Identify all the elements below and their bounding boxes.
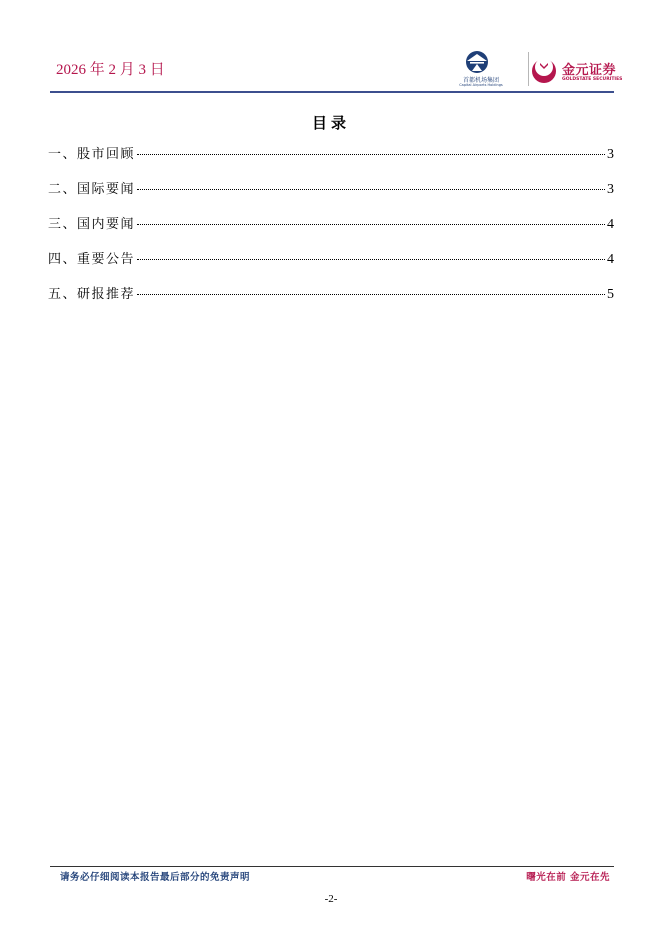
toc-item-stock-review[interactable] bbox=[48, 145, 614, 180]
toc-item-announcements[interactable] bbox=[48, 250, 614, 285]
table-of-contents bbox=[48, 145, 614, 320]
report-date: 2026 年 2 月 3 日 bbox=[56, 62, 165, 78]
footer-slogan: 曙光在前 金元在先 bbox=[526, 872, 610, 883]
toc-item-label: 二、国际要闻 bbox=[48, 182, 136, 197]
toc-item-label: 五、研报推荐 bbox=[48, 287, 136, 302]
toc-item-page: 3 bbox=[607, 182, 614, 197]
toc-title: 目录 bbox=[311, 114, 350, 132]
toc-leader-dots bbox=[137, 214, 605, 225]
capital-airports-logo-icon bbox=[464, 50, 490, 74]
goldstate-logo-name-en: GOLDSTATE SECURITIES bbox=[562, 77, 623, 82]
footer-rule bbox=[50, 866, 614, 867]
capital-airports-logo bbox=[452, 48, 512, 90]
logo-divider bbox=[528, 52, 529, 86]
goldstate-logo-icon bbox=[530, 56, 558, 84]
toc-item-label: 四、重要公告 bbox=[48, 252, 136, 267]
airport-logo-name-cn: 首都机场集团 bbox=[462, 77, 499, 84]
page-number: -2- bbox=[324, 893, 338, 905]
toc-item-page: 4 bbox=[607, 217, 614, 232]
toc-item-domestic-news[interactable] bbox=[48, 215, 614, 250]
toc-leader-dots bbox=[137, 284, 605, 295]
goldstate-logo bbox=[530, 48, 623, 90]
toc-item-page: 5 bbox=[607, 287, 614, 302]
toc-item-label: 一、股市回顾 bbox=[48, 147, 136, 162]
goldstate-logo-name-cn: 金元证券 bbox=[562, 63, 617, 78]
toc-item-international-news[interactable] bbox=[48, 180, 614, 215]
toc-item-page: 4 bbox=[607, 252, 614, 267]
toc-leader-dots bbox=[137, 179, 605, 190]
toc-leader-dots bbox=[137, 144, 605, 155]
footer-disclaimer: 请务必仔细阅读本报告最后部分的免责声明 bbox=[60, 872, 251, 883]
toc-item-page: 3 bbox=[607, 147, 614, 162]
toc-item-label: 三、国内要闻 bbox=[48, 217, 136, 232]
toc-leader-dots bbox=[137, 249, 605, 260]
airport-logo-name-en: Capital Airports Holdings bbox=[459, 83, 503, 87]
toc-item-research-recommendations[interactable] bbox=[48, 285, 614, 320]
header-logos bbox=[452, 48, 623, 90]
header-rule bbox=[50, 91, 614, 93]
